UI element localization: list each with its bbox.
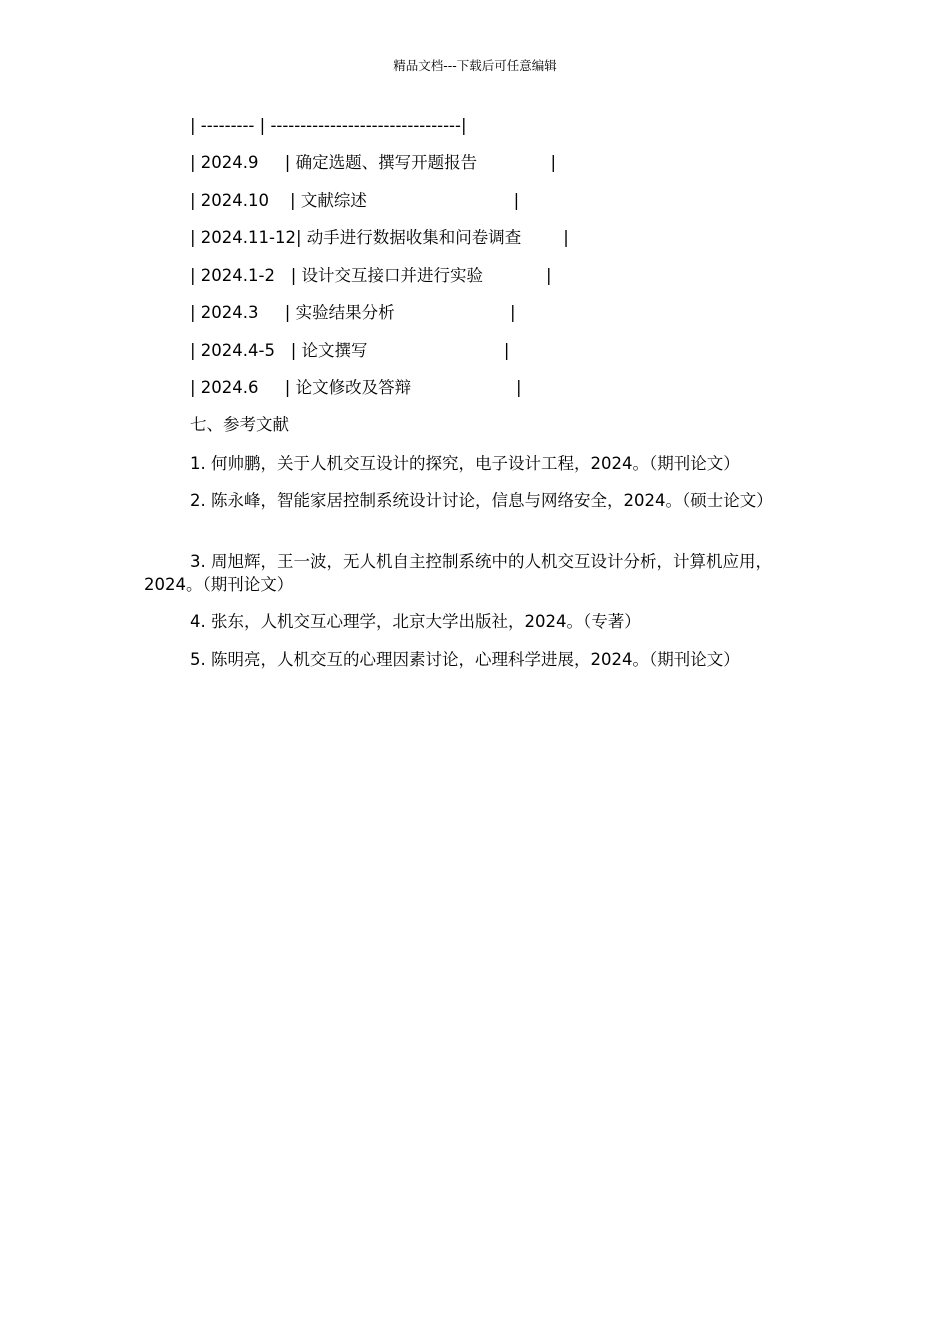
schedule-table-separator: | --------- | --------------------------------| — [190, 116, 467, 135]
schedule-row: | 2024.11-12| 动手进行数据收集和问卷调查 | — [190, 228, 569, 247]
reference-item: 2. 陈永峰，智能家居控制系统设计讨论，信息与网络安全，2024。（硕士论文） — [190, 491, 773, 510]
schedule-row: | 2024.3 | 实验结果分析 | — [190, 303, 516, 322]
page-header: 精品文档---下载后可任意编辑 — [393, 58, 557, 73]
reference-item: 3. 周旭辉，王一波，无人机自主控制系统中的人机交互设计分析，计算机应用，2024。（期刊论文） — [144, 552, 772, 594]
reference-item: 1. 何帅鹏，关于人机交互设计的探究，电子设计工程，2024。（期刊论文） — [190, 454, 740, 473]
schedule-row: | 2024.4-5 | 论文撰写 | — [190, 341, 510, 360]
reference-item: 4. 张东，人机交互心理学，北京大学出版社，2024。（专著） — [190, 612, 641, 631]
section-title: 七、参考文献 — [190, 415, 289, 434]
reference-item: 5. 陈明亮，人机交互的心理因素讨论，心理科学进展，2024。（期刊论文） — [190, 650, 740, 669]
schedule-row: | 2024.10 | 文献综述 | — [190, 191, 520, 210]
schedule-row: | 2024.9 | 确定选题、撰写开题报告 | — [190, 153, 557, 172]
schedule-row: | 2024.6 | 论文修改及答辩 | — [190, 378, 522, 397]
schedule-row: | 2024.1-2 | 设计交互接口并进行实验 | — [190, 266, 552, 285]
